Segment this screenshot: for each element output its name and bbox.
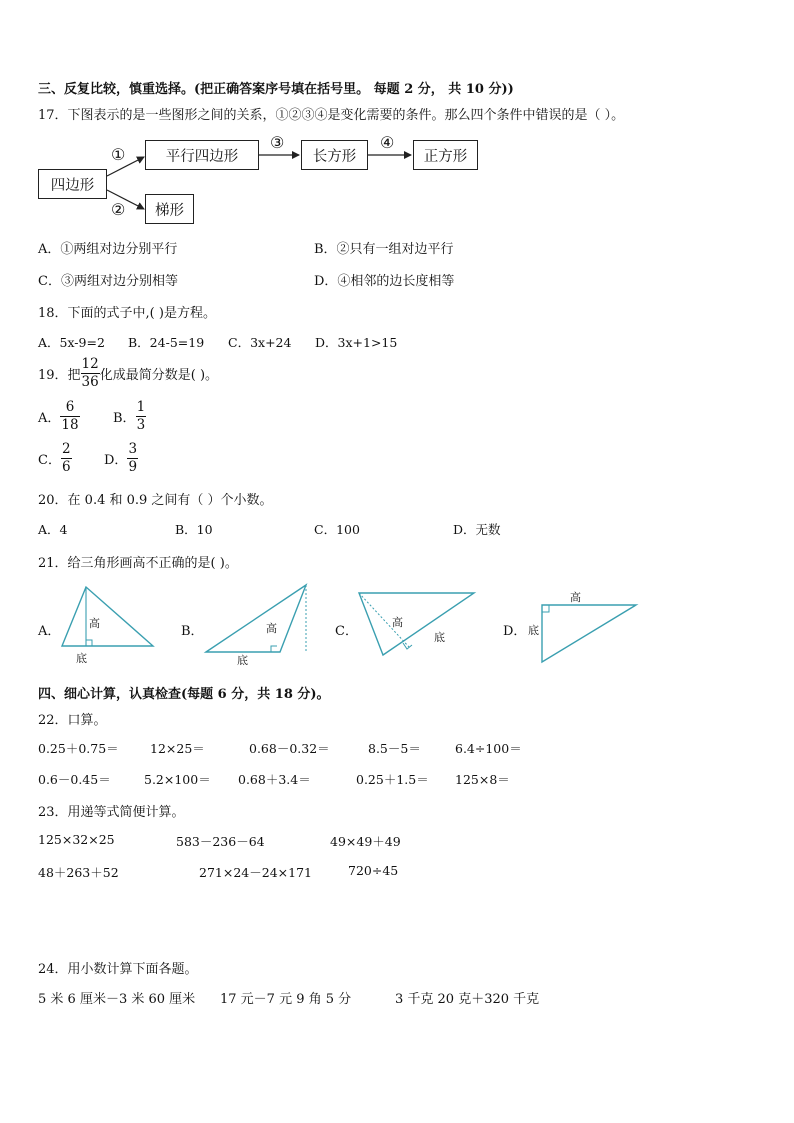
q21-option-d-label[interactable]: D． — [503, 624, 527, 639]
q23-item[interactable]: 720÷45 — [348, 863, 399, 878]
triangle-a[interactable] — [62, 587, 153, 665]
q22-item[interactable]: 12×25＝ — [150, 741, 205, 756]
section-3-title: 三、反复比较，慎重选择。(把正确答案序号填在括号里。 每题 2 分， 共 10 分)) — [38, 82, 514, 97]
q17-option-a[interactable]: A．①两组对边分别平行 — [38, 242, 178, 257]
q24-item[interactable]: 3 千克 20 克＋320 千克 — [395, 992, 540, 1007]
q24-item[interactable]: 5 米 6 厘米－3 米 60 厘米 — [38, 992, 196, 1007]
q20-option-d[interactable]: D．无数 — [453, 522, 501, 537]
triangle-a-height-label: 高 — [89, 617, 100, 630]
q17-option-d[interactable]: D．④相邻的边长度相等 — [314, 274, 455, 289]
q24-item[interactable]: 17 元－7 元 9 角 5 分 — [220, 992, 352, 1007]
q23-item[interactable]: 271×24－24×171 — [199, 865, 312, 880]
box-rectangle: 长方形 — [301, 140, 368, 170]
q20-option-b[interactable]: B．10 — [175, 522, 213, 537]
q17-option-b[interactable]: B．②只有一组对边平行 — [314, 242, 454, 257]
triangle-b[interactable] — [206, 585, 306, 667]
q19-option-a-fraction — [60, 401, 79, 432]
condition-1: ① — [111, 145, 126, 164]
q22-stem: 22．口算。 — [38, 713, 107, 728]
q19-option-c-fraction — [61, 443, 72, 474]
q21-option-b-label[interactable]: B． — [181, 624, 204, 639]
q18-stem: 18．下面的式子中,( )是方程。 — [38, 306, 216, 321]
q23-item[interactable]: 48＋263＋52 — [38, 865, 119, 880]
q18-option-c[interactable]: C．3x+24 — [228, 335, 292, 350]
q23-item[interactable]: 125×32×25 — [38, 832, 115, 847]
q19-stem-post: 化成最简分数是( )。 — [99, 368, 219, 383]
q19-option-c[interactable] — [38, 443, 72, 474]
q19-fraction — [81, 358, 100, 389]
box-square: 正方形 — [413, 140, 478, 170]
q19-option-d-label: D． — [104, 453, 128, 468]
q19-frac-den: 36 — [81, 373, 99, 390]
q21-stem: 21．给三角形画高不正确的是( )。 — [38, 556, 238, 571]
q18-option-d[interactable]: D．3x+1>15 — [315, 335, 398, 350]
q19-option-a-den: 18 — [61, 416, 79, 433]
q19-frac-num: 12 — [81, 356, 99, 372]
q19-option-d-fraction — [127, 443, 138, 474]
q19-option-b-label: B． — [113, 411, 136, 426]
triangle-a-base-label: 底 — [76, 652, 87, 665]
q22-item[interactable]: 0.68＋3.4＝ — [238, 772, 311, 787]
q19-option-d[interactable] — [104, 443, 138, 474]
q19-stem — [38, 358, 218, 389]
q19-option-a[interactable] — [38, 401, 80, 432]
triangle-c[interactable] — [359, 593, 474, 655]
q22-item[interactable]: 6.4÷100＝ — [455, 741, 522, 756]
q22-item[interactable]: 0.68－0.32＝ — [249, 741, 330, 756]
q22-item[interactable]: 0.6－0.45＝ — [38, 772, 111, 787]
condition-3: ③ — [270, 133, 285, 152]
q19-option-b-den: 3 — [136, 416, 146, 433]
q23-stem: 23．用递等式简便计算。 — [38, 805, 185, 820]
q19-option-d-den: 9 — [128, 458, 138, 475]
q17-stem: 17．下图表示的是一些图形之间的关系，①②③④是变化需要的条件。那么四个条件中错误的是（ ）。 — [38, 108, 625, 123]
q19-option-a-label: A． — [38, 411, 61, 426]
q21-option-c-label[interactable]: C． — [335, 624, 358, 639]
q21-option-a-label[interactable]: A． — [38, 624, 61, 639]
q24-stem: 24．用小数计算下面各题。 — [38, 962, 198, 977]
q22-item[interactable]: 125×8＝ — [455, 772, 510, 787]
q18-option-b[interactable]: B．24-5=19 — [128, 335, 205, 350]
triangle-d[interactable] — [528, 590, 636, 662]
q19-option-b-num: 1 — [136, 399, 146, 415]
triangle-c-base-label: 底 — [434, 631, 445, 644]
q18-option-a[interactable]: A．5x-9=2 — [38, 335, 105, 350]
q22-item[interactable]: 5.2×100＝ — [144, 772, 211, 787]
condition-2: ② — [111, 200, 126, 219]
q23-item[interactable]: 49×49＋49 — [330, 834, 401, 849]
q20-option-c[interactable]: C．100 — [314, 522, 360, 537]
box-quadrilateral: 四边形 — [38, 169, 107, 199]
q19-option-c-num: 2 — [61, 441, 71, 457]
box-trapezoid: 梯形 — [145, 194, 194, 224]
q21-triangles — [0, 575, 794, 675]
q19-stem-pre: 19．把 — [38, 368, 81, 383]
q19-option-b-fraction — [136, 401, 147, 432]
triangle-d-height-label: 高 — [570, 591, 581, 604]
q22-item[interactable]: 0.25＋0.75＝ — [38, 741, 119, 756]
q17-option-c[interactable]: C．③两组对边分别相等 — [38, 274, 178, 289]
triangle-b-base-label: 底 — [237, 654, 248, 667]
q20-option-a[interactable]: A．4 — [38, 522, 68, 537]
q22-item[interactable]: 8.5－5＝ — [368, 741, 421, 756]
q19-option-c-label: C． — [38, 453, 61, 468]
q19-option-c-den: 6 — [61, 458, 71, 475]
q23-item[interactable]: 583－236－64 — [176, 834, 265, 849]
triangle-b-height-label: 高 — [266, 622, 277, 635]
q19-option-a-num: 6 — [60, 401, 79, 417]
box-parallelogram: 平行四边形 — [145, 140, 259, 170]
q19-option-d-num: 3 — [128, 441, 138, 457]
triangle-c-height-label: 高 — [392, 616, 403, 629]
triangle-d-base-label: 底 — [528, 624, 539, 637]
q22-item[interactable]: 0.25＋1.5＝ — [356, 772, 429, 787]
condition-4: ④ — [380, 133, 395, 152]
q20-stem: 20．在 0.4 和 0.9 之间有（ ）个小数。 — [38, 493, 273, 508]
q19-option-b[interactable] — [113, 401, 146, 432]
section-4-title: 四、细心计算，认真检查(每题 6 分，共 18 分)。 — [38, 687, 330, 702]
